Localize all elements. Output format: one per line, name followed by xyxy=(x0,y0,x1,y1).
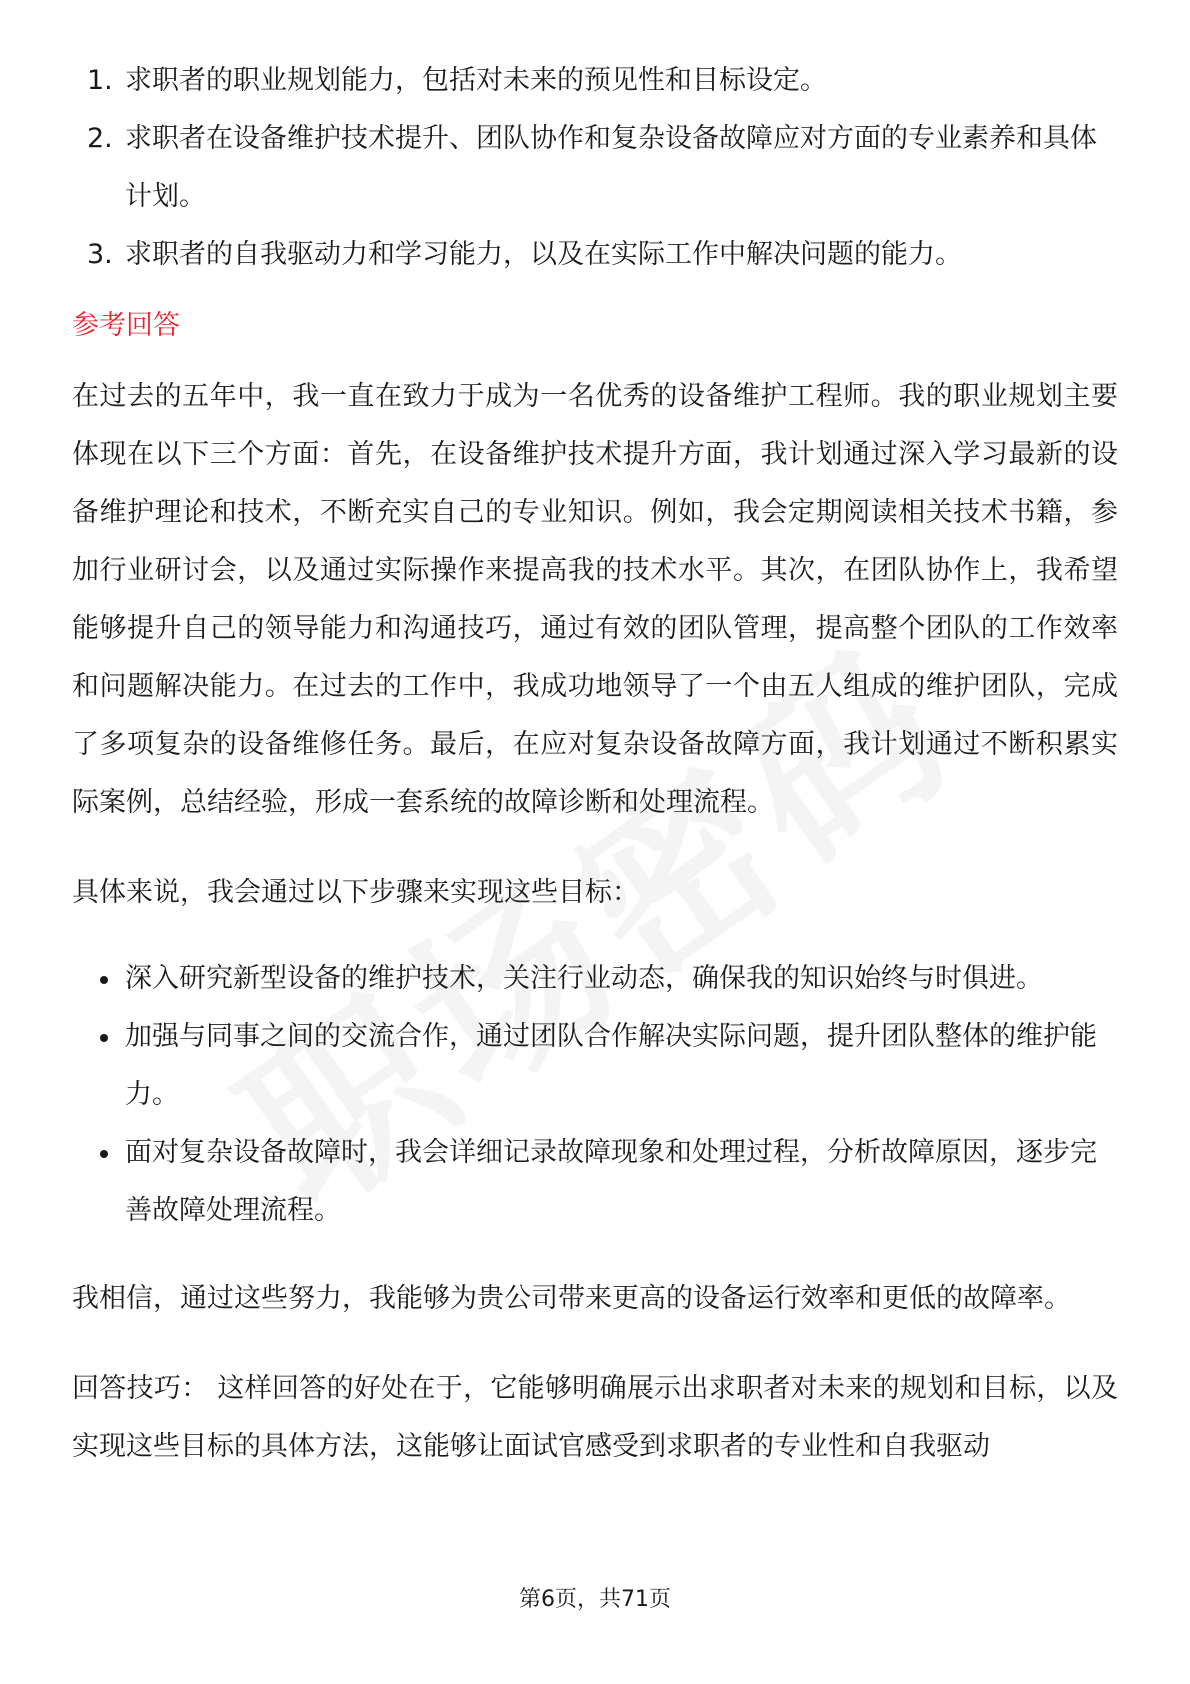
page-footer: 第6页，共71页 xyxy=(519,1587,671,1612)
reference-answer-heading: 参考回答 xyxy=(72,310,180,341)
list-item-text: 求职者的职业规划能力，包括对未来的预见性和目标设定。 xyxy=(125,65,827,96)
list-item xyxy=(72,950,1118,1008)
answer-paragraph: 在过去的五年中，我一直在致力于成为一名优秀的设备维护工程师。我的职业规划主要体现在以下三个方面：首先，在设备维护技术提升方面，我计划通过深入学习最新的设备维护理论和技术，不断充实自己的专业知识。例如，我会定期阅读相关技术书籍，参加行业研讨会，以及通过实际操作来提高我的技术水平。其次，在团队协作上，我希望能够提升自己的领导能力和沟通技巧，通过有效的团队管理，提高整个团队的工作效率和问题解决能力。在过去的工作中，我成功地领导了一个由五人组成的维护团队，完成了多项复杂的设备维修任务。最后，在应对复杂设备故障方面，我计划通过不断积累实际案例，总结经验，形成一套系统的故障诊断和处理流程。 xyxy=(72,381,1118,818)
list-item xyxy=(72,226,1118,284)
list-item-text: 求职者在设备维护技术提升、团队协作和复杂设备故障应对方面的专业素养和具体计划。 xyxy=(125,123,1097,212)
bullet-icon xyxy=(100,1034,108,1042)
steps-list xyxy=(72,950,1118,1240)
steps-intro-paragraph: 具体来说，我会通过以下步骤来实现这些目标： xyxy=(72,877,639,908)
list-item xyxy=(72,52,1118,110)
list-item-text: 求职者的自我驱动力和学习能力，以及在实际工作中解决问题的能力。 xyxy=(125,239,962,270)
list-item-text: 面对复杂设备故障时，我会详细记录故障现象和处理过程，分析故障原因，逐步完善故障处理流程。 xyxy=(125,1137,1097,1226)
document-page xyxy=(72,52,1118,1508)
list-item-text: 加强与同事之间的交流合作，通过团队合作解决实际问题，提升团队整体的维护能力。 xyxy=(125,1021,1097,1110)
list-item xyxy=(72,1008,1118,1124)
bullet-icon xyxy=(100,976,108,984)
conclusion-paragraph: 我相信，通过这些努力，我能够为贵公司带来更高的设备运行效率和更低的故障率。 xyxy=(72,1283,1071,1314)
list-item xyxy=(72,110,1118,226)
criteria-list xyxy=(72,52,1118,284)
tips-paragraph: 回答技巧： 这样回答的好处在于，它能够明确展示出求职者对未来的规划和目标，以及实现这些目标的具体方法，这能够让面试官感受到求职者的专业性和自我驱动 xyxy=(72,1373,1118,1462)
list-item xyxy=(72,1124,1118,1240)
bullet-icon xyxy=(100,1150,108,1158)
list-number: 3. xyxy=(87,239,113,270)
list-item-text: 深入研究新型设备的维护技术，关注行业动态，确保我的知识始终与时俱进。 xyxy=(125,963,1043,994)
list-number: 1. xyxy=(87,65,113,96)
list-number: 2. xyxy=(87,123,113,154)
